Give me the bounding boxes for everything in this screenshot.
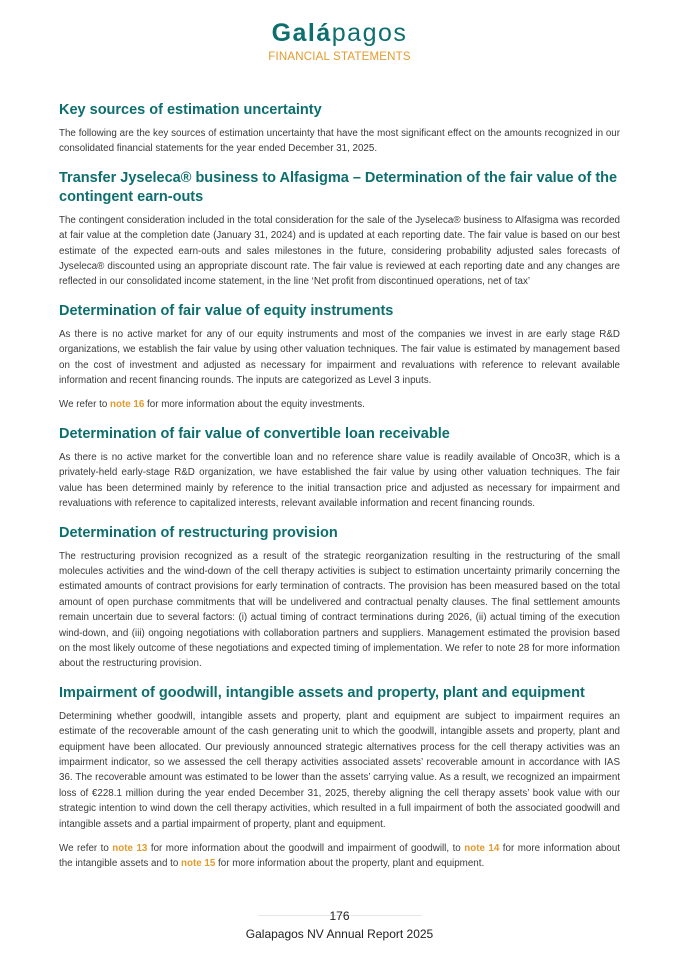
paragraph-convertible-loan: As there is no active market for the convertible loan and no reference share value is readily available of Onco3R, which is a privately-held early-stage R&D organization, we have established the fair value by using other valuation techniques. The fair value has been determined mainly by reference to the initial transaction price and adjusted as necessary for impairment and revaluations with reference to capitalized interests, relevant available information and recent financing rounds.	[59, 451, 620, 510]
note-15-link[interactable]: note 15	[181, 858, 216, 870]
heading-estimation-uncertainty: Key sources of estimation uncertainty	[59, 102, 322, 118]
ref-text: for more information about the equity investments.	[144, 399, 365, 411]
heading-convertible-loan: Determination of fair value of convertible loan receivable	[59, 425, 450, 442]
ref-text: for more information about the goodwill and impairment of goodwill, to	[147, 843, 465, 854]
ref-text: We refer to	[59, 843, 113, 854]
report-title: Galapagos NV Annual Report 2025	[245, 927, 434, 941]
main-content	[59, 101, 620, 872]
ref-text: for more information about the intangible assets and to	[59, 843, 620, 870]
heading-impairment: Impairment of goodwill, intangible assets and property, plant and equipment	[59, 684, 585, 701]
logo-light-part: pagos	[331, 19, 408, 47]
heading-jyseleca-transfer: Transfer Jyseleca® business to Alfasigma – Determination of the fair value of the contingent earn-outs	[59, 169, 618, 205]
ref-text: We refer to	[59, 399, 110, 411]
paragraph-equity-reference	[59, 397, 620, 412]
page-number: 176	[329, 909, 350, 923]
note-13-link[interactable]: note 13	[112, 843, 148, 854]
logo-bold-part: Galá	[271, 19, 332, 47]
paragraph-restructuring-provision: The restructuring provision recognized as a result of the strategic reorganization resulting in the restructuring of the small molecules activities and the wind-down of the cell therapy activities is subject to estimation uncertainty primarily concerning the estimated amounts of contract provisions for early termination of contracts. The provision has been measured based on the total amount of open purchase commitments that will be undelivered and contractual penalty clauses. The final settlement amounts remain uncertain due to several factors: (i) actual timing of contract terminations during 2026, (ii) actual timing of the execution wind-down, and (iii) ongoing negotiations with collaboration partners and suppliers. Management estimated the provision based on the most likely outcome of these negotiations and expected timing of implementation. We refer to note 28 for more information about the restructuring provision.	[59, 550, 620, 670]
heading-equity-instruments: Determination of fair value of equity instruments	[59, 302, 394, 319]
paragraph-impairment-reference	[59, 841, 620, 872]
paragraph-equity-instruments: As there is no active market for any of our equity instruments and most of the companies we invest in are early stage R&D organizations, we establish the fair value by using other valuation techniques. The fair value is estimated by management based on the cost of investment and adjusted as necessary for impairment and revaluations with reference to relevant available information and recent financing rounds. The inputs are categorized as Level 3 inputs.	[59, 328, 620, 387]
section-label: FINANCIAL STATEMENTS	[268, 51, 411, 63]
paragraph-impairment: Determining whether goodwill, intangible assets and property, plant and equipment are subject to impairment requires an estimate of the recoverable amount of the cash generating unit to which the goodwill, intangible assets and property, plant and equipment have been allocated. Our previously announced strategic alternatives process for the cell therapy activities was an impairment indicator, so we assessed the cell therapy activities associated assets’ recoverable amount in accordance with IAS 36. The recoverable amount was estimated to be lower than the assets’ carrying value. As a result, we recognized an impairment loss of €228.1 million during the year ended December 31, 2025, thereby aligning the cell therapy assets’ book value with our strategic intention to wind down the cell therapy activities, which resulted in a full impairment of both the associated goodwill and intangible assets and a partial impairment of property, plant and equipment.	[59, 710, 620, 830]
paragraph-estimation-intro: The following are the key sources of estimation uncertainty that have the most significant effect on the amounts recognized in our consolidated financial statements for the year ended December 31, 2025.	[59, 128, 620, 155]
ref-text: for more information about the property, plant and equipment.	[215, 858, 485, 870]
galapagos-logo	[0, 18, 679, 48]
note-14-link[interactable]: note 14	[464, 843, 500, 854]
note-16-link[interactable]: note 16	[110, 399, 145, 411]
heading-restructuring-provision: Determination of restructuring provision	[59, 524, 338, 541]
paragraph-jyseleca-earn-outs: The contingent consideration included in the total consideration for the sale of the Jyseleca® business to Alfasigma was recorded at fair value at the completion date (January 31, 2024) and is updated at each reporting date. The fair value is based on our best estimate of the expected earn-outs and sales milestones in the future, considering probability adjusted sales forecasts of Jyseleca® discounted using an appropriate discount rate. The fair value is reviewed at each reporting date and any changes are reflected in our consolidated income statement, in the line ‘Net profit from discontinued operations, net of tax’	[59, 214, 620, 288]
